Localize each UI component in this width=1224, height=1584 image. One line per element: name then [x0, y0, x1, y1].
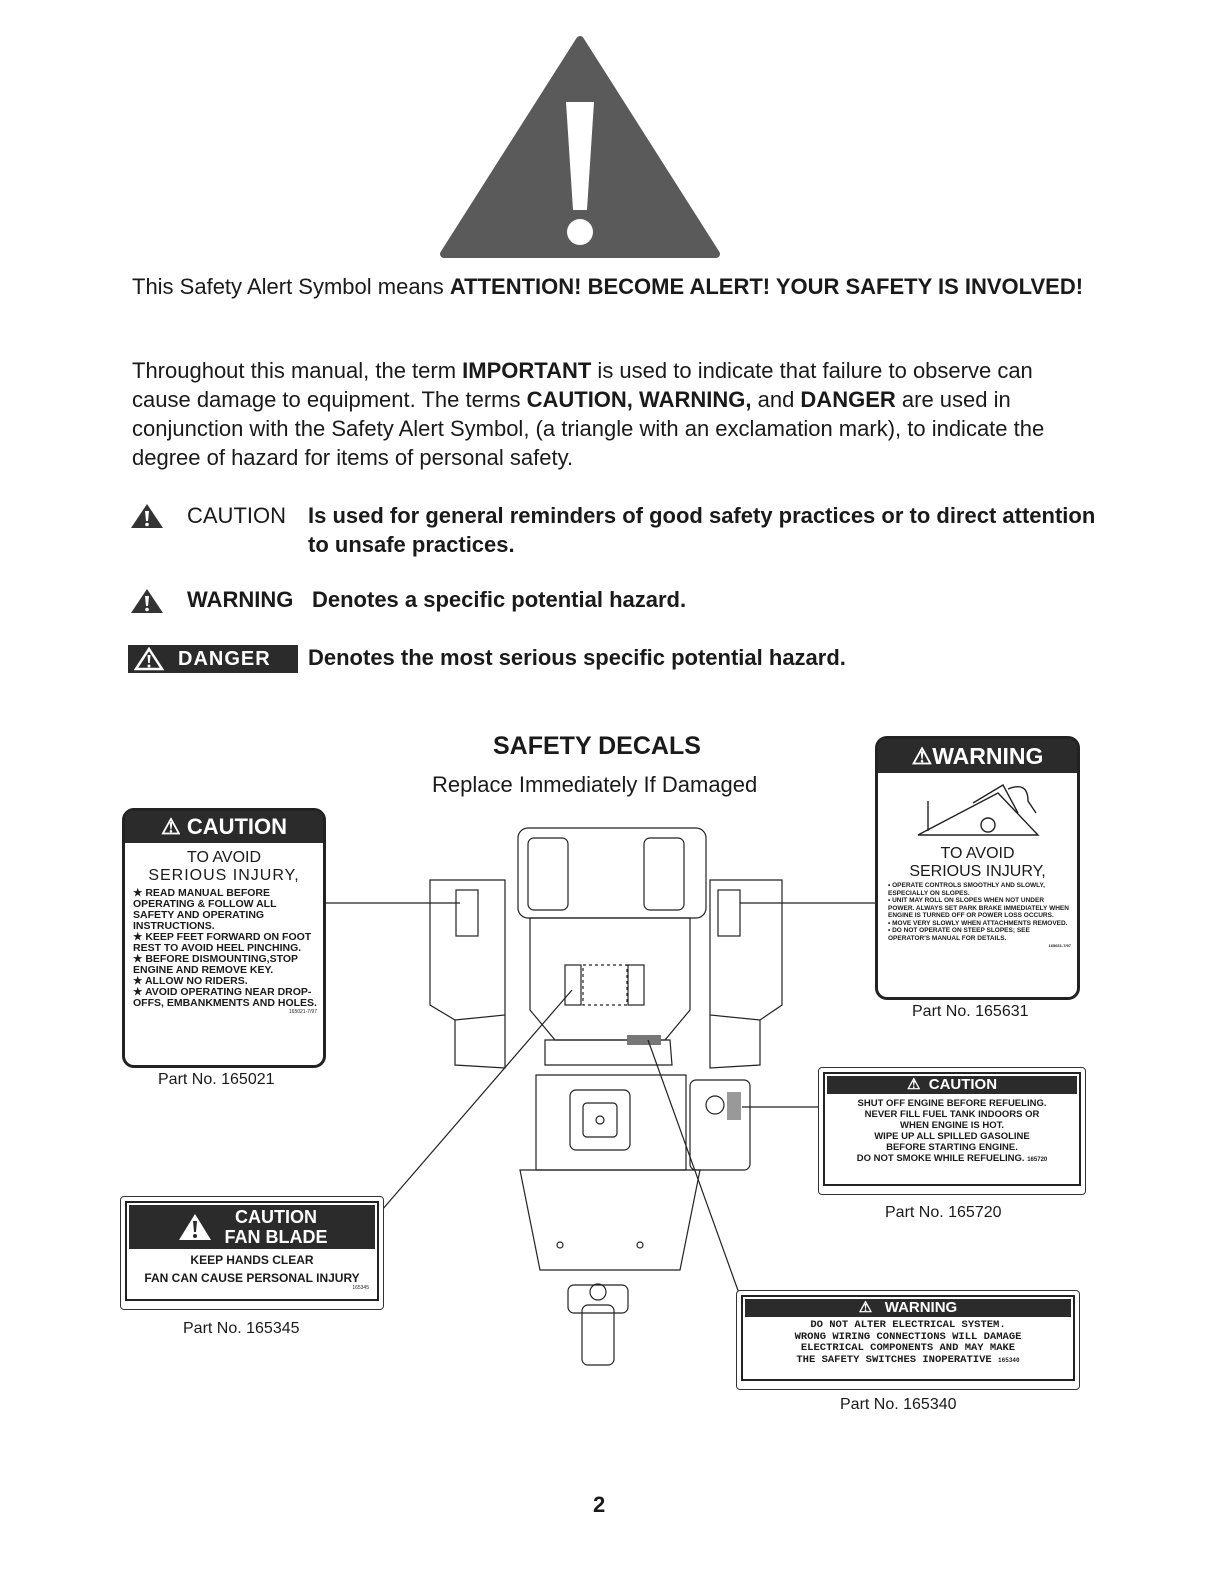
decal-165631-item: • MOVE VERY SLOWLY WHEN ATTACHMENTS REMOVED.: [888, 919, 1068, 927]
definition-bold: DANGER: [800, 387, 896, 412]
decal-165631-part-number: Part No. 165631: [912, 1003, 1029, 1020]
decal-165021-code: 165021-7/97: [288, 1009, 317, 1015]
decal-165340-line: [743, 1355, 1073, 1367]
decal-165720-part-number: Part No. 165720: [885, 1204, 1002, 1221]
decal-165021-item: ★ ALLOW NO RIDERS.: [133, 975, 248, 987]
decal-165021-triangle-icon: ⚠: [160, 814, 181, 839]
decal-165021-list: [125, 885, 323, 1015]
decal-165340-header-text: WARNING: [884, 1299, 958, 1316]
decal-165720-inner: [823, 1072, 1081, 1186]
decal-165340: [736, 1290, 1080, 1390]
decal-165021-part-number: Part No. 165021: [158, 1071, 275, 1088]
decal-165340-inner: [741, 1295, 1075, 1381]
decal-165631-item-text: DO NOT OPERATE ON STEEP SLOPES; SEE OPERATOR'S MANUAL FOR DETAILS.: [888, 927, 1030, 942]
decal-165631-item: • UNIT MAY ROLL ON SLOPES WHEN NOT UNDER POWER. ALWAYS SET PARK BRAKE IMMEDIATELY WHEN ENGINE IS TURNED OFF OR POWER LOSS OCCURS.: [888, 897, 1069, 919]
decal-165631-list: [878, 881, 1077, 950]
tipping-mower-icon: [878, 773, 1078, 845]
decal-165631-line2: SERIOUS INJURY,: [909, 863, 1046, 880]
decal-165631-item: • OPERATE CONTROLS SMOOTHLY AND SLOWLY, ESPECIALLY ON SLOPES.: [888, 882, 1045, 897]
decal-165345-line2: FAN CAN CAUSE PERSONAL INJURY: [144, 1271, 360, 1285]
decal-165631-item: • DO NOT OPERATE ON STEEP SLOPES; SEE OPERATOR'S MANUAL FOR DETAILS.: [888, 927, 1030, 942]
decal-165631-header: [878, 739, 1077, 773]
definition-part: Throughout this manual, the term: [132, 358, 463, 383]
decal-165345-code: 165345: [352, 1285, 369, 1291]
decal-165345-inner: [125, 1201, 379, 1301]
decal-165631-code: 165631-7/97: [1048, 943, 1071, 948]
definition-bold: CAUTION, WARNING,: [526, 387, 752, 412]
decal-165345-part-number: Part No. 165345: [183, 1320, 300, 1337]
decal-165720-line: [825, 1153, 1079, 1166]
decal-165021-item: ★ READ MANUAL BEFORE OPERATING & FOLLOW ALL SAFETY AND OPERATING INSTRUCTIONS.: [133, 887, 277, 932]
decal-165345: [120, 1196, 384, 1310]
decal-165021: [122, 808, 326, 1068]
decal-165021-item-text: KEEP FEET FORWARD ON FOOT REST TO AVOID HEEL PINCHING.: [133, 931, 312, 954]
definition-bold: IMPORTANT: [462, 358, 592, 383]
decal-165021-line1: TO AVOID: [186, 849, 262, 866]
decal-165720-header: [827, 1076, 1077, 1094]
page-number: 2: [593, 1492, 606, 1517]
definition-part: is used to indicate that failure to observe can cause damage to equipment. The terms: [132, 358, 1033, 412]
decal-165720-header-text: CAUTION: [928, 1076, 998, 1093]
decal-165021-item: ★ BEFORE DISMOUNTING,STOP ENGINE AND REMOVE KEY.: [133, 953, 298, 976]
decal-165340-text: [743, 1320, 1073, 1366]
definition-part: and: [751, 387, 801, 412]
decal-165720-line: WIPE UP ALL SPILLED GASOLINE: [874, 1131, 1030, 1142]
decal-165631-header-text: WARNING: [932, 743, 1044, 769]
decal-165021-line2: SERIOUS INJURY,: [148, 867, 300, 884]
decal-165021-header: [125, 811, 323, 843]
decal-165021-item: ★ KEEP FEET FORWARD ON FOOT REST TO AVOID HEEL PINCHING.: [133, 931, 312, 954]
decal-165631-item-text: OPERATE CONTROLS SMOOTHLY AND SLOWLY, ESPECIALLY ON SLOPES.: [888, 882, 1045, 897]
hazard-warning-word: WARNING: [187, 587, 294, 612]
decal-165720-code: 165720: [1027, 1157, 1048, 1163]
decal-165720-line: NEVER FILL FUEL TANK INDOORS OR: [864, 1109, 1040, 1120]
decal-165340-triangle-icon: ⚠: [858, 1299, 873, 1316]
decal-165631-item-text: UNIT MAY ROLL ON SLOPES WHEN NOT UNDER POWER. ALWAYS SET PARK BRAKE IMMEDIATELY WHEN ENGINE IS TURNED OFF OR POWER LOSS OCCURS.: [888, 897, 1069, 919]
decal-165720-triangle-icon: ⚠: [906, 1076, 921, 1093]
danger-badge-label: DANGER: [178, 647, 271, 670]
decal-165631-triangle-icon: ⚠: [911, 743, 933, 769]
decal-165021-item-text: AVOID OPERATING NEAR DROP-OFFS, EMBANKMENTS AND HOLES.: [133, 986, 317, 1009]
decal-165345-triangle-icon: [177, 1212, 213, 1242]
intro-lead: This Safety Alert Symbol means: [132, 274, 450, 299]
decal-165340-part-number: Part No. 165340: [840, 1396, 957, 1413]
definition-part: are used in conjunction with the Safety Alert Symbol, (a triangle with an exclamation mark), to indicate the degree of hazard for items of personal safety.: [132, 387, 1045, 470]
decal-165021-item: ★ AVOID OPERATING NEAR DROP-OFFS, EMBANKMENTS AND HOLES.: [133, 986, 317, 1009]
decals-title: SAFETY DECALS: [493, 732, 701, 760]
decal-165340-line: ELECTRICAL COMPONENTS AND MAY MAKE: [800, 1342, 1016, 1354]
decal-165345-header-text: [225, 1207, 328, 1247]
decal-165340-header: [745, 1299, 1071, 1317]
decals-subtitle: Replace Immediately If Damaged: [432, 772, 758, 797]
decal-165720: [818, 1067, 1086, 1195]
decal-165720-line: WHEN ENGINE IS HOT.: [900, 1120, 1004, 1131]
decal-165021-header-text: CAUTION: [186, 814, 288, 839]
decal-165345-header-line: CAUTION: [235, 1207, 317, 1227]
intro-emphasis: ATTENTION! BECOME ALERT! YOUR SAFETY IS INVOLVED!: [449, 274, 1084, 299]
hazard-caution-text: Is used for general reminders of good safety practices or to direct attention to unsafe practices.: [308, 503, 1096, 557]
decal-165340-line: WRONG WIRING CONNECTIONS WILL DAMAGE: [794, 1330, 1022, 1343]
decal-165345-header: [129, 1205, 375, 1249]
decal-165021-item-text: READ MANUAL BEFORE OPERATING & FOLLOW ALL SAFETY AND OPERATING INSTRUCTIONS.: [133, 887, 277, 932]
decal-165340-code: 165340: [998, 1356, 1020, 1364]
decal-165631: [875, 736, 1080, 1000]
decal-165720-line-text: DO NOT SMOKE WHILE REFUELING.: [856, 1153, 1025, 1164]
decal-165345-header-line: FAN BLADE: [224, 1227, 328, 1247]
decal-165631-line1: TO AVOID: [940, 845, 1015, 862]
decal-165340-line: DO NOT ALTER ELECTRICAL SYSTEM.: [810, 1319, 1006, 1331]
decal-165021-item-text: ALLOW NO RIDERS.: [144, 975, 248, 987]
decal-165720-line: BEFORE STARTING ENGINE.: [886, 1142, 1018, 1153]
hazard-warning-text: Denotes a specific potential hazard.: [312, 587, 687, 612]
decal-165720-line: SHUT OFF ENGINE BEFORE REFUELING.: [857, 1098, 1047, 1109]
decal-165720-text: [825, 1098, 1079, 1166]
decal-165340-line-text: THE SAFETY SWITCHES INOPERATIVE: [796, 1353, 992, 1366]
hazard-danger-text: Denotes the most serious specific potential hazard.: [308, 645, 846, 670]
decal-165345-line1: KEEP HANDS CLEAR: [190, 1253, 314, 1267]
decal-165631-item-text: MOVE VERY SLOWLY WHEN ATTACHMENTS REMOVED.: [892, 919, 1068, 927]
decal-165021-item-text: BEFORE DISMOUNTING,STOP ENGINE AND REMOVE KEY.: [133, 953, 298, 976]
hazard-caution-word: CAUTION: [187, 503, 286, 528]
